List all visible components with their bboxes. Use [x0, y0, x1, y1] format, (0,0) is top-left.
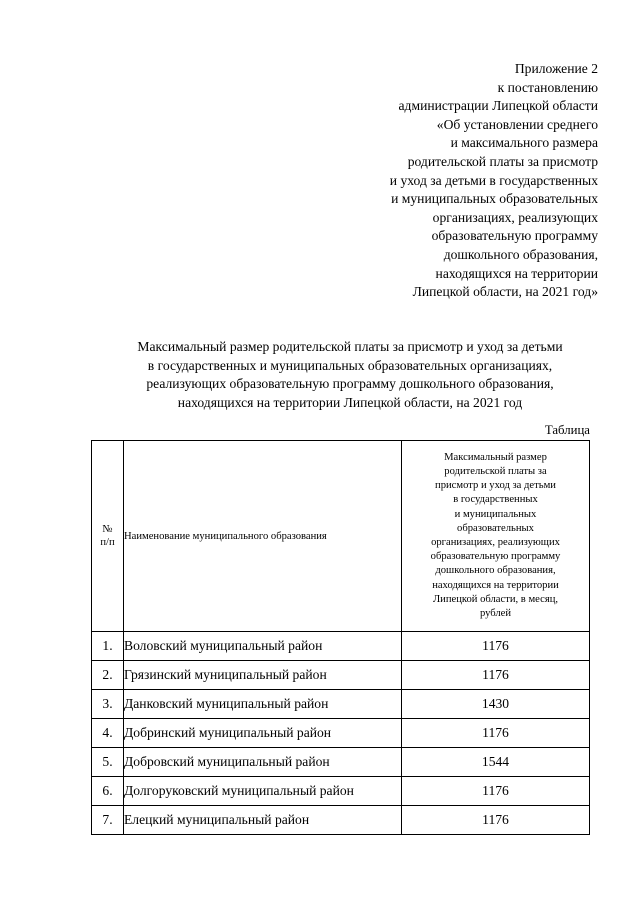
- annex-line: и муниципальных образовательных: [391, 191, 598, 207]
- title-line: находящихся на территории Липецкой области, на 2021 год: [177, 394, 523, 410]
- header-fee-line: организациях, реализующих: [431, 537, 560, 548]
- row-fee: 1176: [402, 806, 590, 835]
- annex-line: родительской платы за присмотр: [407, 153, 598, 169]
- header-fee-line: образовательных: [457, 522, 534, 534]
- table-header-row: [92, 441, 590, 632]
- table-row: [92, 748, 590, 777]
- header-fee-line: и муниципальных: [454, 508, 537, 520]
- row-number: 2.: [92, 661, 124, 690]
- row-fee: 1176: [402, 777, 590, 806]
- annex-line: к постановлению: [497, 79, 598, 95]
- header-fee-line: в государственных: [453, 494, 538, 506]
- table-row: [92, 719, 590, 748]
- row-municipality: Добровский муниципальный район: [124, 748, 402, 777]
- title-line: в государственных и муниципальных образовательных организациях,: [147, 357, 553, 373]
- annex-line: и максимального размера: [450, 135, 598, 151]
- header-fee-line: рублей: [479, 608, 512, 620]
- header-fee-line: образовательную программу: [430, 551, 561, 563]
- header-fee-line: присмотр и уход за детьми: [435, 480, 556, 492]
- row-number: 4.: [92, 719, 124, 748]
- row-number: 6.: [92, 777, 124, 806]
- row-number: 1.: [92, 632, 124, 661]
- fee-table: [91, 440, 590, 835]
- annex-line: дошкольного образования,: [443, 246, 598, 262]
- row-municipality: Грязинский муниципальный район: [124, 661, 402, 690]
- row-fee: 1544: [402, 748, 590, 777]
- header-number-line: №: [102, 524, 113, 535]
- row-number: 7.: [92, 806, 124, 835]
- annex-line: Приложение 2: [514, 61, 598, 76]
- annex-line: «Об установлении среднего: [436, 116, 598, 132]
- table-row: [92, 690, 590, 719]
- annex-heading: [298, 60, 598, 302]
- row-fee: 1176: [402, 632, 590, 661]
- row-municipality: Долгоруковский муниципальный район: [124, 777, 402, 806]
- annex-line: организациях, реализующих: [432, 209, 598, 225]
- row-municipality: Елецкий муниципальный район: [124, 806, 402, 835]
- row-number: 3.: [92, 690, 124, 719]
- header-number-line: п/п: [100, 537, 115, 548]
- table-row: [92, 806, 590, 835]
- header-number: [92, 441, 124, 632]
- row-municipality: Добринский муниципальный район: [124, 719, 402, 748]
- row-municipality: Данковский муниципальный район: [124, 690, 402, 719]
- row-fee: 1430: [402, 690, 590, 719]
- table-row: [92, 632, 590, 661]
- annex-line: образовательную программу: [431, 228, 598, 244]
- document-title: [60, 338, 640, 412]
- title-line: реализующих образовательную программу дошкольного образования,: [146, 376, 554, 392]
- row-municipality: Воловский муниципальный район: [124, 632, 402, 661]
- table-row: [92, 661, 590, 690]
- header-max-fee: [402, 441, 590, 632]
- header-fee-line: находящихся на территории: [432, 579, 559, 591]
- annex-line: администрации Липецкой области: [398, 98, 598, 114]
- header-fee-line: Максимальный размер: [444, 451, 547, 463]
- annex-line: Липецкой области, на 2021 год»: [412, 284, 598, 300]
- header-fee-line: дошкольного образования,: [435, 565, 556, 577]
- header-fee-line: родительской платы за: [444, 465, 547, 477]
- row-number: 5.: [92, 748, 124, 777]
- table-row: [92, 777, 590, 806]
- header-fee-line: Липецкой области, в месяц,: [432, 593, 559, 605]
- row-fee: 1176: [402, 719, 590, 748]
- annex-line: и уход за детьми в государственных: [389, 172, 598, 188]
- title-line: Максимальный размер родительской платы за присмотр и уход за детьми: [137, 339, 563, 354]
- row-fee: 1176: [402, 661, 590, 690]
- annex-line: находящихся на территории: [435, 265, 598, 281]
- header-municipality: Наименование муниципального образования: [124, 441, 402, 632]
- table-caption: Таблица: [544, 423, 590, 437]
